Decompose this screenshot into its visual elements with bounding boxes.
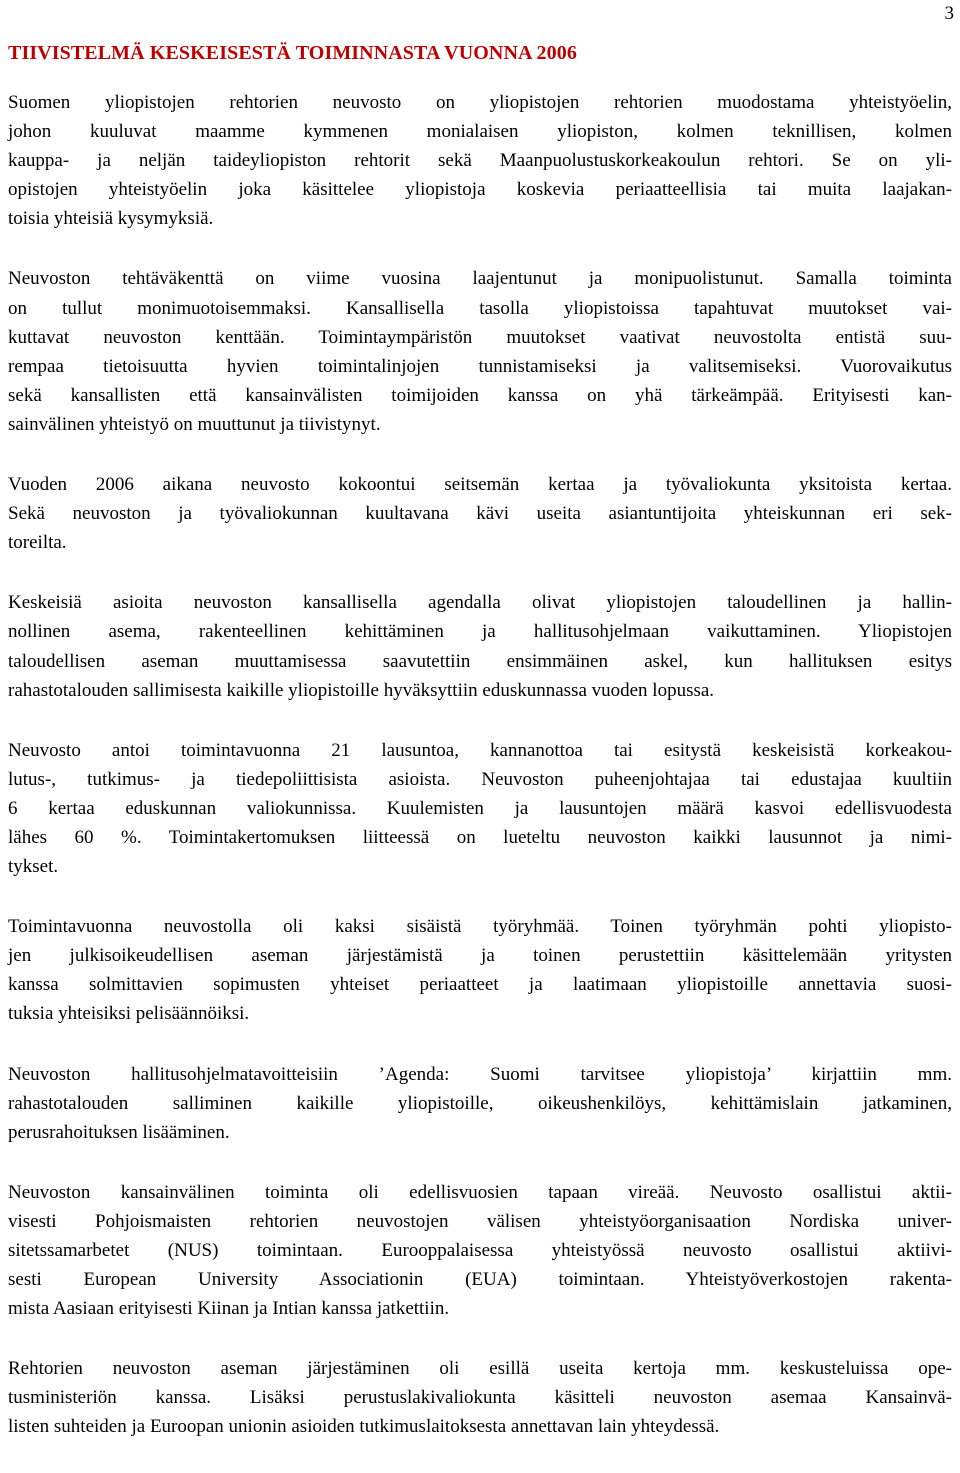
text-line: sitetssamarbetet (NUS) toimintaan. Eurooppalaisessa yhteistyössä neuvosto osallistui aktiivi- bbox=[8, 1240, 952, 1261]
text-line: Toimintavuonna neuvostolla oli kaksi sisäistä työryhmää. Toinen työryhmän pohti yliopisto- bbox=[8, 916, 952, 938]
paragraph-intro bbox=[8, 88, 952, 233]
page-number: 3 bbox=[944, 3, 954, 24]
text-line: Keskeisiä asioita neuvoston kansallisella agendalla olivat yliopistojen taloudellinen ja hallin- bbox=[8, 592, 952, 614]
text-line: sainvälinen yhteistyö on muuttunut ja tiivistynyt. bbox=[8, 413, 381, 435]
text-line: kuttavat neuvoston kenttään. Toimintaympäristön muutokset vaativat neuvostolta entistä suu- bbox=[8, 326, 952, 348]
text-line: Neuvosto antoi toimintavuonna 21 lausuntoa, kannanottoa tai esitystä keskeisistä korkeakou- bbox=[8, 739, 952, 761]
text-line: Vuoden 2006 aikana neuvosto kokoontui seitsemän kertaa ja työvaliokunta yksitoista kertaa. bbox=[8, 474, 952, 496]
text-line: tuksia yhteisiksi pelisäännöiksi. bbox=[8, 1003, 250, 1025]
paragraph-meetings bbox=[8, 470, 952, 557]
text-line: kauppa- ja neljän taideyliopiston rehtorit sekä Maanpuolustuskorkeakoulun rehtori. Se on yli- bbox=[8, 150, 952, 172]
text-line: lutus-, tutkimus- ja tiedepoliittisista asioista. Neuvoston puheenjohtajaa tai edustajaa kuultiin bbox=[8, 768, 952, 790]
text-line: lähes 60 %. Toimintakertomuksen liitteessä on lueteltu neuvoston kaikki lausunnot ja nimi- bbox=[8, 826, 952, 848]
text-line: johon kuuluvat maamme kymmenen monialaisen yliopiston, kolmen teknillisen, kolmen bbox=[8, 121, 952, 143]
paragraph-international bbox=[8, 1178, 952, 1323]
paragraph-government-programme bbox=[8, 1060, 952, 1147]
text-line: toisia yhteisiä kysymyksiä. bbox=[8, 208, 214, 230]
text-line: Sekä neuvoston ja työvaliokunnan kuultavana kävi useita asiantuntijoita yhteiskunnan eri sek- bbox=[8, 503, 952, 525]
text-line: sekä kansallisten että kansainvälisten toimijoiden kanssa on yhä tärkeämpää. Erityisesti kan- bbox=[8, 384, 952, 406]
document-body bbox=[8, 88, 952, 1473]
text-line: mista Aasiaan erityisesti Kiinan ja Intian kanssa jatkettiin. bbox=[8, 1298, 450, 1320]
paragraph-national-agenda bbox=[8, 588, 952, 704]
paragraph-council-status bbox=[8, 1354, 952, 1441]
text-line: Rehtorien neuvoston aseman järjestäminen oli esillä useita kertoja mm. keskusteluissa ope- bbox=[8, 1358, 952, 1380]
text-line: Neuvoston kansainvälinen toiminta oli edellisvuosien tapaan vireää. Neuvosto osallistui aktii- bbox=[8, 1181, 952, 1203]
text-line: rahastotalouden salliminen kaikille yliopistoille, oikeushenkilöys, kehittämislain jatkaminen, bbox=[8, 1092, 952, 1114]
text-line: rahastotalouden sallimisesta kaikille yliopistoille hyväksyttiin eduskunnassa vuoden lopussa. bbox=[8, 679, 715, 701]
text-line: opistojen yhteistyöelin joka käsittelee yliopistoja koskevia periaatteellisia tai muita laajakan- bbox=[8, 179, 952, 201]
text-line: perusrahoituksen lisääminen. bbox=[8, 1121, 230, 1143]
paragraph-statements bbox=[8, 736, 952, 881]
text-line: listen suhteiden ja Euroopan unionin asioiden tutkimuslaitoksesta annettavan lain yhteydessä. bbox=[8, 1416, 720, 1438]
text-line: taloudellisen aseman muuttamisessa saavutettiin ensimmäinen askel, kun hallituksen esitys bbox=[8, 650, 952, 672]
text-line: sesti European University Associationin (EUA) toimintaan. Yhteistyöverkostojen rakenta- bbox=[8, 1269, 952, 1291]
text-line: tusministeriön kanssa. Lisäksi perustuslakivaliokunta käsitteli neuvoston asemaa Kansainvä- bbox=[8, 1387, 952, 1409]
text-line: toreilta. bbox=[8, 532, 67, 554]
text-line: nollinen asema, rakenteellinen kehittäminen ja hallitusohjelmaan vaikuttaminen. Yliopistojen bbox=[8, 621, 952, 643]
document-heading: TIIVISTELMÄ KESKEISESTÄ TOIMINNASTA VUONNA 2006 bbox=[8, 42, 577, 64]
text-line: Neuvoston tehtäväkenttä on viime vuosina laajentunut ja monipuolistunut. Samalla toiminta bbox=[8, 268, 952, 290]
text-line: jen julkisoikeudellisen aseman järjestämistä ja toinen perustettiin käsittelemään yritysten bbox=[8, 945, 952, 967]
text-line: tykset. bbox=[8, 856, 59, 878]
text-line: on tullut monimuotoisemmaksi. Kansallisella tasolla yliopistoissa tapahtuvat muutokset vai- bbox=[8, 297, 952, 319]
paragraph-task-field bbox=[8, 264, 952, 439]
text-line: Suomen yliopistojen rehtorien neuvosto on yliopistojen rehtorien muodostama yhteistyöelin, bbox=[8, 92, 952, 113]
text-line: Neuvoston hallitusohjelmatavoitteisiin ’Agenda: Suomi tarvitsee yliopistoja’ kirjattiin mm. bbox=[8, 1063, 952, 1085]
text-line: visesti Pohjoismaisten rehtorien neuvostojen välisen yhteistyöorganisaation Nordiska univer- bbox=[8, 1210, 952, 1232]
paragraph-working-groups bbox=[8, 912, 952, 1028]
text-line: 6 kertaa eduskunnan valiokunnissa. Kuulemisten ja lausuntojen määrä kasvoi edellisvuodesta bbox=[8, 797, 952, 819]
text-line: rempaa tietoisuutta hyvien toimintalinjojen tunnistamiseksi ja valitsemiseksi. Vuorovaikutus bbox=[8, 355, 952, 377]
text-line: kanssa solmittavien sopimusten yhteiset periaatteet ja laatimaan yliopistoille annettavia suosi- bbox=[8, 974, 952, 996]
